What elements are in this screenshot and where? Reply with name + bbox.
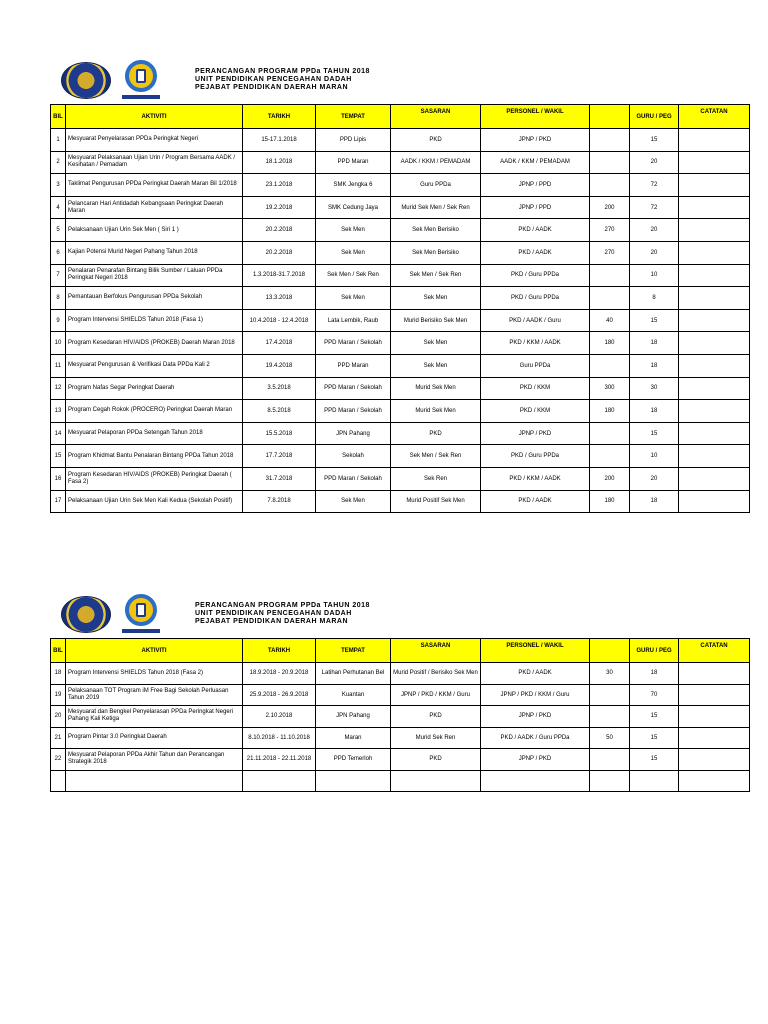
cell-bil: 18 bbox=[51, 663, 66, 685]
cell-aktiviti: Program Kesedaran HIV/AIDS (PROKEB) Daerah Maran 2018 bbox=[66, 332, 243, 355]
cell-tempat: Sek Men bbox=[316, 219, 391, 242]
cell-catatan bbox=[679, 129, 750, 152]
heading-line-2: UNIT PENDIDIKAN PENCEGAHAN DADAH bbox=[195, 76, 352, 83]
cell-sasaran: AADK / KKM / PEMADAM bbox=[391, 151, 481, 174]
col-tarikh-2: TARIKH bbox=[243, 639, 316, 663]
cell-count bbox=[590, 706, 630, 728]
cell-bil: 14 bbox=[51, 422, 66, 445]
cell-catatan bbox=[679, 151, 750, 174]
cell-tarikh: 23.1.2018 bbox=[243, 174, 316, 197]
cell-aktiviti: Mesyuarat Penyelarasan PPDa Peringkat Negeri bbox=[66, 129, 243, 152]
table-row bbox=[51, 727, 750, 749]
cell-aktiviti: Pelaksanaan Ujian Urin Sek Men Kali Kedua (Sekolah Positif) bbox=[66, 490, 243, 513]
cell-tarikh: 3.5.2018 bbox=[243, 377, 316, 400]
table-row bbox=[51, 422, 750, 445]
cell-personel: PKD / AADK / Guru PPDa bbox=[481, 727, 590, 749]
cell-bil: 3 bbox=[51, 174, 66, 197]
cell-count bbox=[590, 749, 630, 771]
cell-sasaran: Sek Men bbox=[391, 332, 481, 355]
cell-count: 300 bbox=[590, 377, 630, 400]
cell-aktiviti: Program Pintar 3.0 Peringkat Daerah bbox=[66, 727, 243, 749]
cell-bil: 21 bbox=[51, 727, 66, 749]
table-row bbox=[51, 332, 750, 355]
col-blank-2 bbox=[590, 639, 630, 663]
col-bil-2: BIL bbox=[51, 639, 66, 663]
document-heading-2 bbox=[195, 602, 370, 626]
cell-bil: 6 bbox=[51, 241, 66, 264]
cell-tarikh: 31.7.2018 bbox=[243, 467, 316, 490]
cell-tempat: PPD Lipis bbox=[316, 129, 391, 152]
heading-2-line-3: PEJABAT PENDIDIKAN DAERAH MARAN bbox=[195, 618, 349, 625]
cell-personel: JPNP / PKD / KKM / Guru bbox=[481, 684, 590, 706]
cell-guru-peg: 70 bbox=[630, 684, 679, 706]
cell-aktiviti bbox=[66, 770, 243, 792]
cell-aktiviti: Kajian Potensi Murid Negeri Pahang Tahun 2018 bbox=[66, 241, 243, 264]
table-row bbox=[51, 770, 750, 792]
col-tarikh: TARIKH bbox=[243, 105, 316, 129]
cell-aktiviti: Pelaksanaan TOT Program iM Free Bagi Sekolah Perluasan Tahun 2019 bbox=[66, 684, 243, 706]
cell-tempat: Maran bbox=[316, 727, 391, 749]
cell-tempat: JPN Pahang bbox=[316, 422, 391, 445]
cell-tarikh: 20.2.2018 bbox=[243, 241, 316, 264]
table-row bbox=[51, 174, 750, 197]
cell-sasaran: Sek Men bbox=[391, 354, 481, 377]
cell-sasaran: Murid Positif / Berisiko Sek Men bbox=[391, 663, 481, 685]
table-row bbox=[51, 467, 750, 490]
cell-bil: 20 bbox=[51, 706, 66, 728]
cell-guru-peg: 15 bbox=[630, 309, 679, 332]
cell-bil: 9 bbox=[51, 309, 66, 332]
cell-tempat: JPN Pahang bbox=[316, 706, 391, 728]
cell-bil: 11 bbox=[51, 354, 66, 377]
cell-tempat: PPD Maran / Sekolah bbox=[316, 400, 391, 423]
cell-bil: 13 bbox=[51, 400, 66, 423]
cell-personel: PKD / AADK bbox=[481, 241, 590, 264]
cell-sasaran: Murid Sek Men bbox=[391, 377, 481, 400]
cell-sasaran: JPNP / PKD / KKM / Guru bbox=[391, 684, 481, 706]
col-personel: PERSONEL / WAKIL bbox=[481, 105, 590, 129]
table-body-page-1 bbox=[51, 129, 750, 513]
logos-2 bbox=[61, 592, 165, 636]
cell-aktiviti: Mesyuarat Pelaksanaan Ujian Urin / Program Bersama AADK / Kesihatan / Pemadam bbox=[66, 151, 243, 174]
cell-personel: PKD / AADK bbox=[481, 219, 590, 242]
cell-personel: JPNP / PKD bbox=[481, 129, 590, 152]
cell-guru-peg: 18 bbox=[630, 354, 679, 377]
cell-sasaran: PKD bbox=[391, 749, 481, 771]
cell-tarikh: 17.4.2018 bbox=[243, 332, 316, 355]
ministry-crest-logo bbox=[61, 62, 111, 99]
cell-tempat: Sek Men bbox=[316, 241, 391, 264]
cell-count bbox=[590, 354, 630, 377]
cell-catatan bbox=[679, 174, 750, 197]
col-aktiviti-2: AKTIVITI bbox=[66, 639, 243, 663]
cell-catatan bbox=[679, 445, 750, 468]
cell-guru-peg: 20 bbox=[630, 241, 679, 264]
table-row bbox=[51, 490, 750, 513]
cell-bil: 2 bbox=[51, 151, 66, 174]
cell-personel: PKD / AADK bbox=[481, 663, 590, 685]
cell-sasaran: Murid Positif Sek Men bbox=[391, 490, 481, 513]
cell-tarikh: 18.1.2018 bbox=[243, 151, 316, 174]
cell-guru-peg: 30 bbox=[630, 377, 679, 400]
cell-tempat: Sekolah bbox=[316, 445, 391, 468]
cell-guru-peg: 18 bbox=[630, 490, 679, 513]
cell-guru-peg: 18 bbox=[630, 400, 679, 423]
cell-count: 50 bbox=[590, 727, 630, 749]
cell-guru-peg: 15 bbox=[630, 129, 679, 152]
cell-tempat: Sek Men / Sek Ren bbox=[316, 264, 391, 287]
cell-aktiviti: Program Kesedaran HIV/AIDS (PROKEB) Peringkat Daerah ( Fasa 2) bbox=[66, 467, 243, 490]
cell-guru-peg: 8 bbox=[630, 287, 679, 310]
table-header-row-2 bbox=[51, 639, 750, 663]
cell-aktiviti: Program Khidmat Bantu Penalaran Bintang PPDa Tahun 2018 bbox=[66, 445, 243, 468]
cell-count bbox=[590, 684, 630, 706]
cell-personel: JPNP / PKD bbox=[481, 422, 590, 445]
ppda-logo bbox=[117, 58, 165, 102]
heading-2-line-1: PERANCANGAN PROGRAM PPDa TAHUN 2018 bbox=[195, 602, 370, 609]
cell-guru-peg: 15 bbox=[630, 706, 679, 728]
cell-catatan bbox=[679, 684, 750, 706]
cell-tarikh: 2.10.2018 bbox=[243, 706, 316, 728]
cell-catatan bbox=[679, 196, 750, 219]
ministry-crest-logo-2 bbox=[61, 596, 111, 633]
cell-tarikh: 21.11.2018 - 22.11.2018 bbox=[243, 749, 316, 771]
heading-line-1: PERANCANGAN PROGRAM PPDa TAHUN 2018 bbox=[195, 68, 370, 75]
table-row bbox=[51, 377, 750, 400]
col-tempat: TEMPAT bbox=[316, 105, 391, 129]
cell-sasaran: Guru PPDa bbox=[391, 174, 481, 197]
col-personel-2: PERSONEL / WAKIL bbox=[481, 639, 590, 663]
cell-count bbox=[590, 151, 630, 174]
cell-bil: 10 bbox=[51, 332, 66, 355]
cell-personel: PKD / AADK bbox=[481, 490, 590, 513]
cell-tempat: Latihan Perhutanan Bel bbox=[316, 663, 391, 685]
cell-count: 40 bbox=[590, 309, 630, 332]
col-aktiviti: AKTIVITI bbox=[66, 105, 243, 129]
cell-guru-peg: 72 bbox=[630, 174, 679, 197]
cell-bil: 15 bbox=[51, 445, 66, 468]
cell-personel: JPNP / PPD bbox=[481, 196, 590, 219]
cell-sasaran: Murid Berisiko Sek Men bbox=[391, 309, 481, 332]
cell-personel: AADK / KKM / PEMADAM bbox=[481, 151, 590, 174]
cell-bil: 8 bbox=[51, 287, 66, 310]
cell-aktiviti: Program Intervensi SHIELDS Tahun 2018 (Fasa 1) bbox=[66, 309, 243, 332]
cell-count: 200 bbox=[590, 467, 630, 490]
table-row bbox=[51, 219, 750, 242]
cell-personel: JPNP / PPD bbox=[481, 174, 590, 197]
cell-tempat: SMK Jengka 6 bbox=[316, 174, 391, 197]
logos bbox=[61, 58, 165, 102]
cell-count bbox=[590, 445, 630, 468]
cell-catatan bbox=[679, 706, 750, 728]
cell-tempat: Sek Men bbox=[316, 490, 391, 513]
cell-guru-peg: 15 bbox=[630, 422, 679, 445]
cell-catatan bbox=[679, 241, 750, 264]
col-sasaran: SASARAN bbox=[391, 105, 481, 129]
table-row bbox=[51, 309, 750, 332]
cell-guru-peg: 20 bbox=[630, 467, 679, 490]
col-guru-peg-2: GURU / PEG bbox=[630, 639, 679, 663]
cell-catatan bbox=[679, 219, 750, 242]
cell-aktiviti: Pelaksanaan Ujian Urin Sek Men ( Siri 1 ) bbox=[66, 219, 243, 242]
table-row bbox=[51, 241, 750, 264]
cell-tarikh: 20.2.2018 bbox=[243, 219, 316, 242]
table-row bbox=[51, 749, 750, 771]
cell-sasaran: Murid Sek Men bbox=[391, 400, 481, 423]
cell-tarikh: 8.10.2018 - 11.10.2018 bbox=[243, 727, 316, 749]
cell-aktiviti: Pelancaran Hari Antidadah Kebangsaan Peringkat Daerah Maran bbox=[66, 196, 243, 219]
col-sasaran-2: SASARAN bbox=[391, 639, 481, 663]
cell-count: 270 bbox=[590, 219, 630, 242]
cell-catatan bbox=[679, 332, 750, 355]
cell-count: 180 bbox=[590, 400, 630, 423]
cell-bil: 16 bbox=[51, 467, 66, 490]
cell-count bbox=[590, 770, 630, 792]
cell-bil: 19 bbox=[51, 684, 66, 706]
cell-tarikh: 25.9.2018 - 26.9.2018 bbox=[243, 684, 316, 706]
document-heading bbox=[195, 68, 370, 92]
cell-tarikh: 13.3.2018 bbox=[243, 287, 316, 310]
table-row bbox=[51, 706, 750, 728]
cell-catatan bbox=[679, 490, 750, 513]
cell-tempat: PPD Maran bbox=[316, 151, 391, 174]
cell-sasaran: Sek Men bbox=[391, 287, 481, 310]
col-bil: BIL bbox=[51, 105, 66, 129]
cell-count bbox=[590, 287, 630, 310]
cell-sasaran: PKD bbox=[391, 706, 481, 728]
cell-guru-peg bbox=[630, 770, 679, 792]
cell-aktiviti: Program Intervensi SHIELDS Tahun 2018 (Fasa 2) bbox=[66, 663, 243, 685]
cell-tempat: PPD Maran / Sekolah bbox=[316, 332, 391, 355]
ppda-logo-2 bbox=[117, 592, 165, 636]
cell-count bbox=[590, 264, 630, 287]
cell-catatan bbox=[679, 663, 750, 685]
cell-bil bbox=[51, 770, 66, 792]
cell-personel: PKD / Guru PPDa bbox=[481, 445, 590, 468]
cell-sasaran: Sek Men Berisiko bbox=[391, 241, 481, 264]
cell-catatan bbox=[679, 770, 750, 792]
cell-catatan bbox=[679, 422, 750, 445]
cell-personel: PKD / KKM / AADK bbox=[481, 467, 590, 490]
cell-guru-peg: 15 bbox=[630, 749, 679, 771]
cell-count bbox=[590, 129, 630, 152]
table-row bbox=[51, 354, 750, 377]
cell-tarikh: 19.4.2018 bbox=[243, 354, 316, 377]
table-row bbox=[51, 151, 750, 174]
cell-catatan bbox=[679, 400, 750, 423]
cell-personel: PKD / KKM / AADK bbox=[481, 332, 590, 355]
cell-tempat: PPD Maran / Sekolah bbox=[316, 467, 391, 490]
cell-guru-peg: 10 bbox=[630, 445, 679, 468]
cell-aktiviti: Mesyuarat Pengurusan & Verifikasi Data PPDa Kali 2 bbox=[66, 354, 243, 377]
table-header-row bbox=[51, 105, 750, 129]
cell-aktiviti: Mesyuarat dan Bengkel Penyelarasan PPDa Peringkat Negeri Pahang Kali Ketiga bbox=[66, 706, 243, 728]
cell-sasaran: Sek Men / Sek Ren bbox=[391, 264, 481, 287]
cell-aktiviti: Pemantauan Berfokus Pengurusan PPDa Sekolah bbox=[66, 287, 243, 310]
cell-count bbox=[590, 422, 630, 445]
heading-2-line-2: UNIT PENDIDIKAN PENCEGAHAN DADAH bbox=[195, 610, 352, 617]
cell-tempat: Sek Men bbox=[316, 287, 391, 310]
cell-catatan bbox=[679, 727, 750, 749]
cell-catatan bbox=[679, 377, 750, 400]
cell-tempat: PPD Maran / Sekolah bbox=[316, 377, 391, 400]
cell-personel: PKD / Guru PPDa bbox=[481, 287, 590, 310]
cell-tarikh: 1.3.2018-31.7.2018 bbox=[243, 264, 316, 287]
cell-aktiviti: Mesyuarat Pelaporan PPDa Akhir Tahun dan Perancangan Strategik 2018 bbox=[66, 749, 243, 771]
cell-personel: PKD / KKM bbox=[481, 377, 590, 400]
program-table-page-2 bbox=[50, 638, 750, 792]
cell-personel: PKD / KKM bbox=[481, 400, 590, 423]
cell-sasaran: Sek Men Berisiko bbox=[391, 219, 481, 242]
cell-tempat: SMK Cedung Jaya bbox=[316, 196, 391, 219]
cell-personel: PKD / AADK / Guru bbox=[481, 309, 590, 332]
table-row bbox=[51, 684, 750, 706]
cell-guru-peg: 18 bbox=[630, 332, 679, 355]
cell-tarikh: 7.8.2018 bbox=[243, 490, 316, 513]
cell-count: 180 bbox=[590, 332, 630, 355]
cell-count: 270 bbox=[590, 241, 630, 264]
cell-tarikh: 15.5.2018 bbox=[243, 422, 316, 445]
cell-sasaran: Sek Men / Sek Ren bbox=[391, 445, 481, 468]
cell-personel: PKD / Guru PPDa bbox=[481, 264, 590, 287]
cell-tempat: Lata Lembik, Raub bbox=[316, 309, 391, 332]
table-row bbox=[51, 264, 750, 287]
program-table-page-1 bbox=[50, 104, 750, 513]
cell-personel: JPNP / PKD bbox=[481, 749, 590, 771]
cell-tarikh: 18.9.2018 - 20.9.2018 bbox=[243, 663, 316, 685]
cell-bil: 5 bbox=[51, 219, 66, 242]
cell-catatan bbox=[679, 309, 750, 332]
cell-bil: 22 bbox=[51, 749, 66, 771]
cell-bil: 12 bbox=[51, 377, 66, 400]
cell-tarikh bbox=[243, 770, 316, 792]
cell-aktiviti: Mesyuarat Pelaporan PPDa Setengah Tahun 2018 bbox=[66, 422, 243, 445]
cell-personel: Guru PPDa bbox=[481, 354, 590, 377]
cell-guru-peg: 18 bbox=[630, 663, 679, 685]
table-body-page-2 bbox=[51, 663, 750, 792]
cell-count bbox=[590, 174, 630, 197]
cell-tempat: PPD Maran bbox=[316, 354, 391, 377]
table-row bbox=[51, 129, 750, 152]
cell-sasaran: PKD bbox=[391, 422, 481, 445]
table-row bbox=[51, 400, 750, 423]
col-guru-peg: GURU / PEG bbox=[630, 105, 679, 129]
cell-tempat bbox=[316, 770, 391, 792]
cell-bil: 1 bbox=[51, 129, 66, 152]
cell-tarikh: 19.2.2018 bbox=[243, 196, 316, 219]
cell-count: 30 bbox=[590, 663, 630, 685]
cell-bil: 7 bbox=[51, 264, 66, 287]
heading-line-3: PEJABAT PENDIDIKAN DAERAH MARAN bbox=[195, 84, 349, 91]
cell-catatan bbox=[679, 354, 750, 377]
cell-catatan bbox=[679, 467, 750, 490]
cell-catatan bbox=[679, 749, 750, 771]
cell-count: 200 bbox=[590, 196, 630, 219]
cell-personel bbox=[481, 770, 590, 792]
col-tempat-2: TEMPAT bbox=[316, 639, 391, 663]
cell-sasaran: Murid Sek Men / Sek Ren bbox=[391, 196, 481, 219]
cell-guru-peg: 20 bbox=[630, 219, 679, 242]
cell-bil: 17 bbox=[51, 490, 66, 513]
cell-guru-peg: 20 bbox=[630, 151, 679, 174]
cell-personel: JPNP / PKD bbox=[481, 706, 590, 728]
cell-count: 180 bbox=[590, 490, 630, 513]
cell-tarikh: 17.7.2018 bbox=[243, 445, 316, 468]
cell-aktiviti: Program Cegah Rokok (PROCERO) Peringkat Daerah Maran bbox=[66, 400, 243, 423]
table-row bbox=[51, 287, 750, 310]
cell-sasaran: Murid Sek Ren bbox=[391, 727, 481, 749]
table-row bbox=[51, 445, 750, 468]
table-row bbox=[51, 196, 750, 219]
col-catatan: CATATAN bbox=[679, 105, 750, 129]
cell-sasaran: PKD bbox=[391, 129, 481, 152]
cell-aktiviti: Program Nafas Segar Peringkat Daerah bbox=[66, 377, 243, 400]
cell-sasaran bbox=[391, 770, 481, 792]
cell-tarikh: 8.5.2018 bbox=[243, 400, 316, 423]
cell-tarikh: 15-17.1.2018 bbox=[243, 129, 316, 152]
cell-guru-peg: 10 bbox=[630, 264, 679, 287]
cell-sasaran: Sek Ren bbox=[391, 467, 481, 490]
col-catatan-2: CATATAN bbox=[679, 639, 750, 663]
cell-guru-peg: 72 bbox=[630, 196, 679, 219]
cell-tempat: Kuantan bbox=[316, 684, 391, 706]
cell-guru-peg: 15 bbox=[630, 727, 679, 749]
col-blank bbox=[590, 105, 630, 129]
cell-catatan bbox=[679, 287, 750, 310]
cell-aktiviti: Penalaran Penarafan Bintang Bilik Sumber / Laluan PPDa Peringkat Negeri 2018 bbox=[66, 264, 243, 287]
cell-tarikh: 10.4.2018 - 12.4.2018 bbox=[243, 309, 316, 332]
cell-bil: 4 bbox=[51, 196, 66, 219]
cell-tempat: PPD Temerloh bbox=[316, 749, 391, 771]
cell-catatan bbox=[679, 264, 750, 287]
table-row bbox=[51, 663, 750, 685]
cell-aktiviti: Taklimat Pengurusan PPDa Peringkat Daerah Maran Bil 1/2018 bbox=[66, 174, 243, 197]
